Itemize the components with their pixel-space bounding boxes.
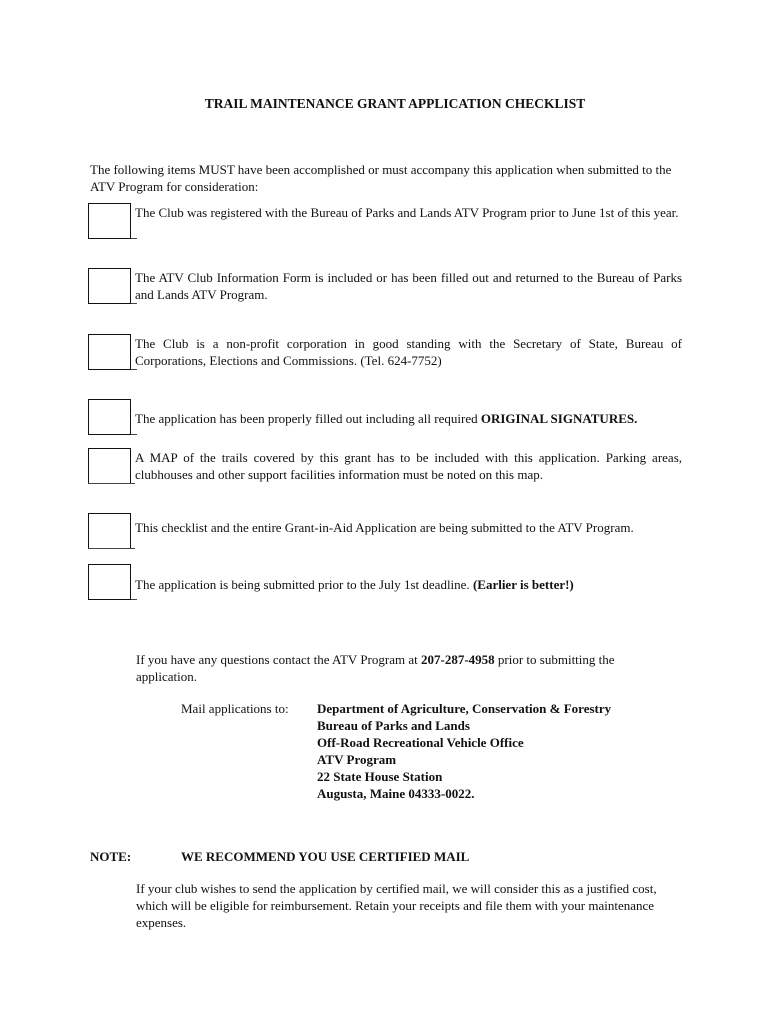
underline-mark bbox=[88, 483, 135, 484]
address-line: ATV Program bbox=[317, 752, 397, 767]
checklist-item-emphasis: ORIGINAL SIGNATURES. bbox=[480, 411, 638, 426]
address-line: Off-Road Recreational Vehicle Office bbox=[317, 735, 524, 750]
checkbox-signatures[interactable] bbox=[88, 399, 131, 435]
checklist-item-text: The Club is a non-profit corporation in good standing with the Secretary of State, Bureau of Corporations, Elections and Commissions. (Tel. 624-7752) bbox=[135, 336, 682, 368]
checklist-item-club-info-form bbox=[135, 269, 682, 303]
checkbox-club-info-form[interactable] bbox=[88, 268, 131, 304]
checklist-item-non-profit bbox=[135, 335, 682, 369]
underline-mark bbox=[131, 303, 137, 304]
underline-mark bbox=[131, 238, 137, 239]
underline-mark bbox=[131, 434, 137, 435]
checklist-item-emphasis: (Earlier is better!) bbox=[472, 577, 574, 592]
checkbox-registered[interactable] bbox=[88, 203, 131, 239]
checklist-item-text: The Club was registered with the Bureau of Parks and Lands ATV Program prior to June 1st of this year. bbox=[135, 205, 679, 220]
checkbox-deadline[interactable] bbox=[88, 564, 131, 600]
contact-phone: 207-287-4958 bbox=[420, 652, 495, 667]
address-line: Bureau of Parks and Lands bbox=[317, 718, 470, 733]
checklist-item-signatures bbox=[135, 410, 695, 427]
checklist-item-map bbox=[135, 449, 682, 483]
address-line: Augusta, Maine 04333-0022. bbox=[317, 786, 475, 801]
checklist-item-text: The application is being submitted prior to the July 1st deadline. bbox=[135, 577, 473, 592]
underline-mark bbox=[131, 369, 137, 370]
mail-address bbox=[317, 700, 611, 802]
checklist-item-registered bbox=[135, 204, 682, 221]
mail-label: Mail applications to: bbox=[181, 701, 289, 716]
page-title: TRAIL MAINTENANCE GRANT APPLICATION CHECKLIST bbox=[204, 96, 586, 111]
contact-paragraph bbox=[136, 651, 666, 685]
address-line: 22 State House Station bbox=[317, 769, 443, 784]
underline-mark bbox=[131, 599, 137, 600]
underline-mark bbox=[88, 548, 135, 549]
checklist-item-text: The application has been properly filled out including all required bbox=[135, 411, 481, 426]
note-heading: WE RECOMMEND YOU USE CERTIFIED MAIL bbox=[181, 849, 470, 864]
contact-text: prior to submitting the application. bbox=[136, 652, 615, 684]
checkbox-checklist-submitted[interactable] bbox=[88, 513, 131, 549]
checklist-item-text: A MAP of the trails covered by this grant has to be included with this application. Parking areas, clubhouses and other support facilities information must be noted on this map. bbox=[135, 450, 682, 482]
checklist-item-deadline bbox=[135, 576, 695, 593]
intro-text: The following items MUST have been accomplished or must accompany this application when submitted to the ATV Program for consideration: bbox=[90, 162, 672, 194]
checkbox-non-profit[interactable] bbox=[88, 334, 131, 370]
note-body: If your club wishes to send the application by certified mail, we will consider this as a justified cost, which will be eligible for reimbursement. Retain your receipts and file them with your maintenance expenses. bbox=[136, 881, 657, 930]
checkbox-map[interactable] bbox=[88, 448, 131, 484]
checklist-item-checklist-submitted bbox=[135, 519, 695, 536]
checklist-item-text: The ATV Club Information Form is included or has been filled out and returned to the Bureau of Parks and Lands ATV Program. bbox=[135, 270, 682, 302]
checklist-item-text: This checklist and the entire Grant-in-Aid Application are being submitted to the ATV Program. bbox=[135, 520, 634, 535]
note-label: NOTE: bbox=[90, 849, 132, 864]
contact-text: If you have any questions contact the ATV Program at bbox=[136, 652, 421, 667]
address-line: Department of Agriculture, Conservation & Forestry bbox=[317, 701, 612, 716]
